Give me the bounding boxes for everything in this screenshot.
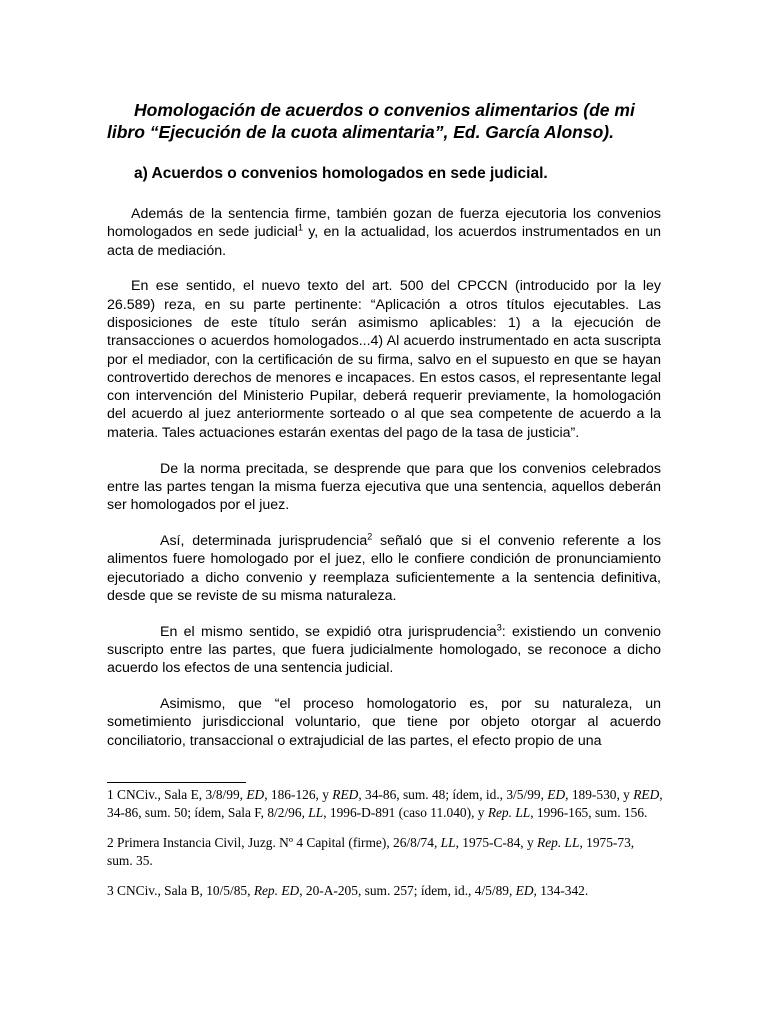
paragraph-1 <box>107 205 661 260</box>
footnote-text: , 34-86, sum. 48; ídem, id., 3/5/99, <box>358 787 548 802</box>
footnote-ref-3: 3 <box>496 621 502 632</box>
citation-italic: LL <box>440 835 456 850</box>
footnote-text: 3 CNCiv., Sala B, 10/5/85, <box>107 883 254 898</box>
paragraph-text: y, en la actualidad, los acuerdos instrumentados en un acta de mediación. <box>107 224 661 259</box>
footnote-ref-2: 2 <box>367 531 373 542</box>
footnote-text: , 186-126, y <box>264 787 333 802</box>
footnote-text: , 1975-C-84, y <box>455 835 538 850</box>
paragraph-text: señaló que si el convenio referente a los alimentos fuere homologado por el juez, ello le confiere condición de pronunciamiento ejecutoriado a dicho convenio y reemplaza suficientemente a la sentencia definitiva, desde que se reviste de su misma naturaleza. <box>107 532 661 604</box>
footnote-separator <box>107 782 246 783</box>
paragraph-text: Así, determinada jurisprudencia <box>160 532 368 549</box>
footnote-text: , 1996-D-891 (caso 11.040), y <box>323 805 488 820</box>
footnote-3 <box>107 882 663 900</box>
citation-italic: ED <box>515 883 534 898</box>
paragraph-5 <box>107 623 661 678</box>
footnote-text: , 134-342. <box>533 883 589 898</box>
paragraph-text: Además de la sentencia firme, también gozan de fuerza ejecutoria los convenios homologados en sede judicial <box>107 206 661 241</box>
citation-italic: LL <box>308 805 324 820</box>
footnote-1 <box>107 786 663 822</box>
citation-italic: Rep. LL <box>487 805 531 820</box>
footnote-text: , 1975-73, sum. 35. <box>107 835 635 868</box>
footnote-2 <box>107 834 663 870</box>
footnote-ref-1: 1 <box>297 222 303 233</box>
document-title: Homologación de acuerdos o convenios alimentarios (de mi libro “Ejecución de la cuota alimentaria”, Ed. García Alonso). <box>107 100 635 142</box>
document-body <box>107 205 661 767</box>
citation-italic: ED <box>246 787 265 802</box>
footnote-text: , 189-530, y <box>565 787 634 802</box>
footnote-text: , 20-A-205, sum. 257; ídem, id., 4/5/89, <box>299 883 516 898</box>
paragraph-6: Asimismo, que “el proceso homologatorio es, por su naturaleza, un sometimiento jurisdiccional voluntario, que tiene por objeto otorgar al acuerdo conciliatorio, transaccional o extrajudicial de las partes, el efecto propio de una <box>107 696 661 749</box>
section-heading: a) Acuerdos o convenios homologados en sede judicial. <box>134 165 548 182</box>
paragraph-text: : existiendo un convenio suscripto entre las partes, que fuera judicialmente homologado, se reconoce a dicho acuerdo los efectos de una sentencia judicial. <box>107 623 662 677</box>
citation-italic: Rep. LL <box>537 835 580 850</box>
paragraph-4 <box>107 532 661 605</box>
paragraph-text: En el mismo sentido, se expidió otra jurisprudencia <box>160 623 497 640</box>
footnote-text: , 34-86, sum. 50; ídem, Sala F, 8/2/96, <box>107 787 663 820</box>
footnote-text: 1 CNCiv., Sala E, 3/8/99, <box>107 787 247 802</box>
paragraph-3: De la norma precitada, se desprende que para que los convenios celebrados entre las partes tengan la misma fuerza ejecutiva que una sentencia, aquellos deberán ser homologados por el juez. <box>107 460 661 514</box>
footnote-text: 2 Primera Instancia Civil, Juzg. Nº 4 Capital (firme), 26/8/74, <box>107 835 441 850</box>
paragraph-2: En ese sentido, el nuevo texto del art. 500 del CPCCN (introducido por la ley 26.589) reza, en su parte pertinente: “Aplicación a otros títulos ejecutables. Las disposiciones de este título serán asimismo aplicables: 1) a la ejecución de transacciones o acuerdos homologados...4) Al acuerdo instrumentado en acta suscripta por el mediador, con la certificación de su firma, salvo en el supuesto en que se hayan controvertido derechos de menores e incapaces. En estos casos, el representante legal con intervención del Ministerio Pupilar, deberá requerir previamente, la homologación del acuerdo al juez anteriormente sorteado o al que sea competente de acuerdo a la materia. Tales actuaciones estarán exentas del pago de la tasa de justicia”. <box>107 278 661 441</box>
citation-italic: Rep. ED <box>253 883 300 898</box>
citation-italic: RED <box>332 787 359 802</box>
citation-italic: ED <box>547 787 566 802</box>
footnotes <box>107 786 663 912</box>
citation-italic: RED <box>633 787 660 802</box>
footnote-text: , 1996-165, sum. 156. <box>530 805 648 820</box>
